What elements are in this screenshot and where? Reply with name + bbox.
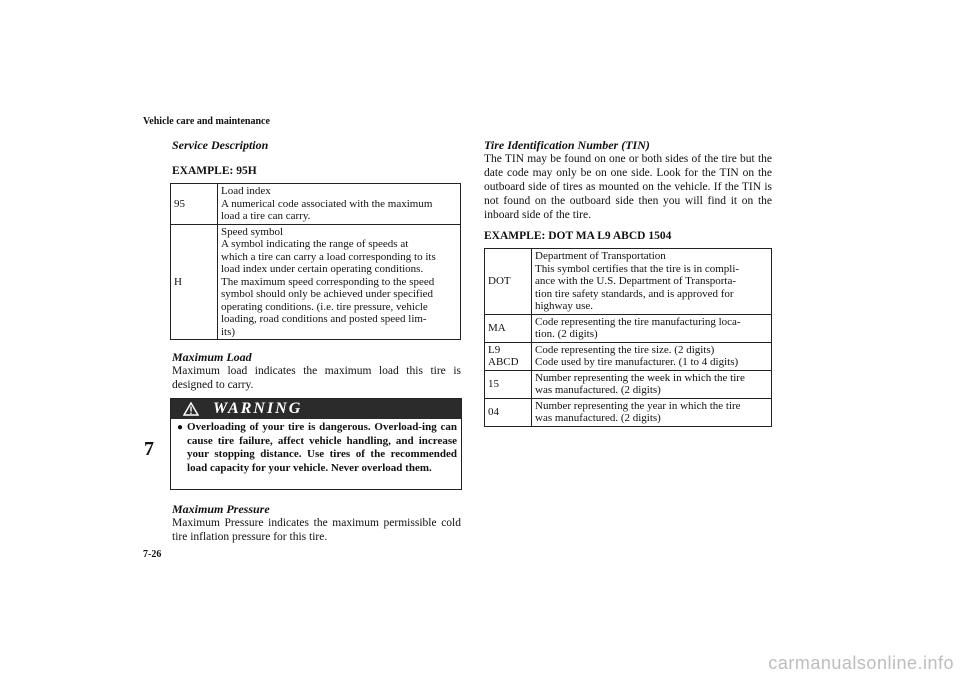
- cell-line: its): [221, 325, 236, 338]
- cell-line: operating conditions. (i.e. tire pressure, vehicle: [221, 300, 428, 313]
- table-row: [485, 342, 772, 370]
- table-key-cell: 15: [485, 370, 532, 398]
- maximum-pressure-text: Maximum Pressure indicates the maximum permissible cold tire inflation pressure for this tire.: [172, 517, 461, 543]
- maximum-load-heading: Maximum Load: [172, 350, 252, 364]
- service-description-heading: Service Description: [172, 138, 269, 152]
- table-key-cell: 04: [485, 398, 532, 426]
- cell-line: Code representing the tire size. (2 digits): [535, 343, 715, 356]
- cell-line: Number representing the week in which the tire: [535, 371, 745, 384]
- service-example-label: EXAMPLE: 95H: [172, 165, 257, 177]
- table-key-cell: H: [171, 224, 218, 340]
- maximum-pressure-heading: Maximum Pressure: [172, 502, 270, 516]
- service-description-table: [170, 183, 461, 340]
- warning-triangle-icon: [183, 402, 199, 416]
- warning-text: Overloading of your tire is dangerous. Overload-ing can cause tire failure, affect vehicle handling, and increase your stopping distance. Use tires of the recommended load capacity for your vehicle. Never overload them.: [187, 421, 457, 474]
- warning-body: [177, 421, 457, 475]
- cell-line: was manufactured. (2 digits): [535, 412, 661, 424]
- cell-line: was manufactured. (2 digits): [535, 384, 661, 396]
- warning-header: [171, 399, 461, 419]
- chapter-number: 7: [144, 437, 154, 460]
- table-value-cell: [532, 249, 772, 315]
- cell-line: loading, road conditions and posted speed lim-: [221, 313, 427, 325]
- page-number: 7-26: [143, 549, 162, 560]
- table-key-cell: MA: [485, 314, 532, 342]
- cell-line: load a tire can carry.: [221, 210, 311, 222]
- table-value-cell: [532, 314, 772, 342]
- tin-heading: Tire Identification Number (TIN): [484, 138, 650, 152]
- cell-line: Code used by tire manufacturer. (1 to 4 digits): [535, 356, 739, 368]
- cell-line: ance with the U.S. Department of Transporta-: [535, 275, 737, 287]
- cell-line: The maximum speed corresponding to the speed: [221, 275, 435, 288]
- table-value-cell: [532, 370, 772, 398]
- table-row: [485, 370, 772, 398]
- cell-line: load index under certain operating conditions.: [221, 263, 424, 275]
- cell-line: A numerical code associated with the maximum: [221, 197, 433, 210]
- cell-line: which a tire can carry a load corresponding to its: [221, 250, 436, 263]
- cell-line: Number representing the year in which the tire: [535, 399, 741, 412]
- cell-line: symbol should only be achieved under specified: [221, 288, 434, 300]
- cell-line: Code representing the tire manufacturing loca-: [535, 315, 741, 328]
- cell-line: Speed symbol: [221, 225, 284, 238]
- tin-table: [484, 248, 772, 427]
- table-row: [171, 184, 461, 225]
- bullet-icon: ●: [177, 422, 184, 433]
- table-row: [485, 398, 772, 426]
- table-row: [485, 314, 772, 342]
- table-key-cell: L9 ABCD: [485, 342, 532, 370]
- maximum-load-text: Maximum load indicates the maximum load this tire is designed to carry.: [172, 365, 461, 391]
- cell-line: This symbol certifies that the tire is in compli-: [535, 262, 740, 275]
- table-value-cell: [218, 224, 461, 340]
- table-key-cell: 95: [171, 184, 218, 225]
- table-key-cell: DOT: [485, 249, 532, 315]
- table-value-cell: [532, 398, 772, 426]
- cell-line: tion tire safety standards, and is approved for: [535, 287, 734, 300]
- table-row: [171, 224, 461, 340]
- cell-line: tion. (2 digits): [535, 328, 598, 340]
- tin-description: The TIN may be found on one or both sides of the tire but the date code may only be on one side. Look for the TIN on the outboard side of tires as mounted on the vehicle. If the TIN is not found on the outboard side then you will find it on the inboard side of the tire.: [484, 153, 772, 221]
- cell-line: highway use.: [535, 300, 594, 312]
- cell-line: Department of Transportation: [535, 250, 666, 262]
- tin-example-label: EXAMPLE: DOT MA L9 ABCD 1504: [484, 230, 672, 242]
- table-value-cell: [532, 342, 772, 370]
- cell-line: Load index: [221, 185, 271, 197]
- table-row: [485, 249, 772, 315]
- cell-line: A symbol indicating the range of speeds at: [221, 238, 409, 250]
- section-header: Vehicle care and maintenance: [143, 116, 270, 127]
- warning-box: [170, 398, 462, 490]
- table-value-cell: [218, 184, 461, 225]
- watermark: carmanualsonline.info: [768, 653, 954, 673]
- warning-title: WARNING: [213, 400, 303, 417]
